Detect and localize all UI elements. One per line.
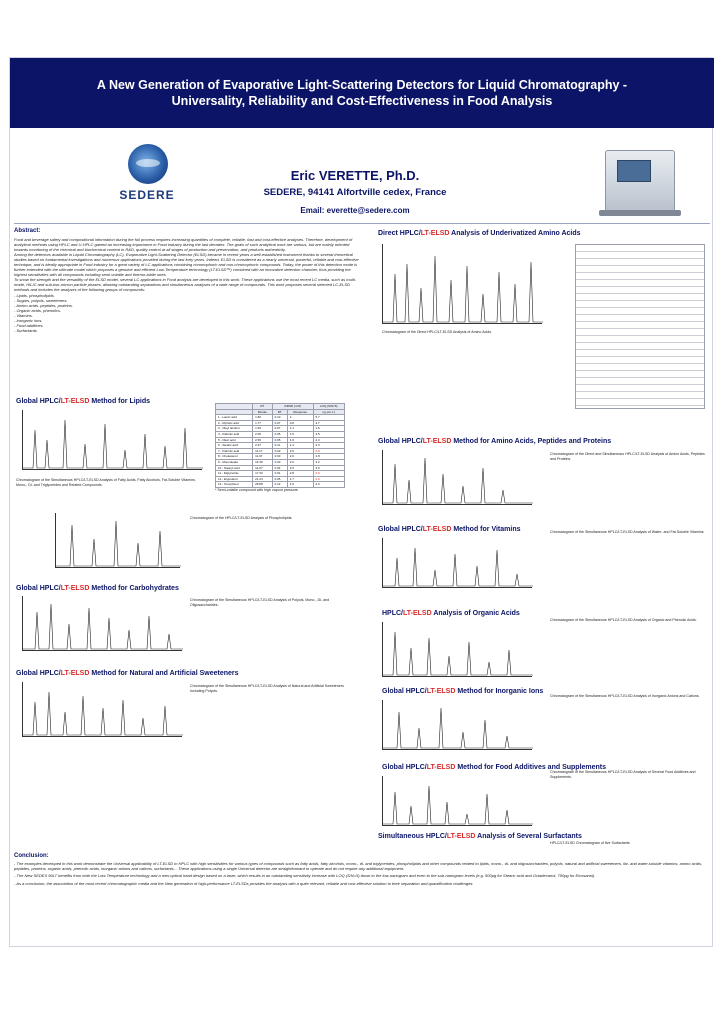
caption-organic-acids: Chromatogram of the Simultaneous HPLC/LT-ELSD Analysis of Organic and Phenolic Acids. xyxy=(550,618,697,622)
caption-food-additives: Chromatogram of the Simultaneous HPLC/LT-ELSD Analysis of Several Food Additives and Supplements. xyxy=(550,770,696,779)
table-cell: 2 xyxy=(287,415,313,421)
section-title-vitamins: Global HPLC/LT-ELSD Method for Vitamins xyxy=(378,526,521,533)
caption-sweeteners: Chromatogram of the Simultaneous HPLC/LT-ELSD Analysis of Natural and Artificial Sweeteners Including Polyols. xyxy=(190,684,344,693)
conclusion-para3: - As a conclusion, the association of the most recent chromatographic media and the New generation of high-performance LT-ELSDs provides the analysts with a quite relevant, reliable and cost-effective solution to their separation and quantification challenges. xyxy=(14,880,474,886)
table-cell: 2.0 xyxy=(287,459,313,465)
table-header: %RSD (n=6) xyxy=(272,404,313,410)
list-item: - Organic acids, phenolics. xyxy=(14,308,62,313)
chromatogram-lipids xyxy=(22,410,202,470)
table-cell: 3.2 xyxy=(313,459,345,465)
table-header: RT xyxy=(253,404,273,410)
table-cell: 2.3 xyxy=(313,443,345,449)
list-item: - Sugars, polyols, sweeteners. xyxy=(14,298,68,303)
table-cell: 1.93 xyxy=(253,426,273,432)
table-header: Response xyxy=(287,409,313,415)
logo-wordmark: SEDERE xyxy=(119,188,175,202)
table-cell: 2.5 xyxy=(287,465,313,471)
author-block xyxy=(190,168,520,215)
caption-surfactants: HPLC/LT-ELSD Chromatogram of five Surfactants xyxy=(550,841,630,845)
section-title-food-additives: Global HPLC/LT-ELSD Method for Food Additives and Supplements xyxy=(382,764,607,771)
abstract-section xyxy=(14,228,364,333)
chromatogram-sweeteners xyxy=(22,682,182,737)
chromatogram-trace xyxy=(383,450,533,505)
table-cell: 2.3 xyxy=(313,437,345,443)
list-item: - Surfactants. xyxy=(14,328,38,333)
title-banner xyxy=(10,58,714,128)
conclusion-para2: - The New SEDEX 90LT benefits from both the Low-Temperature technology and a new optical head design based on a laser, which results in an outstanding sensitivity increase with LOQ (S/N=5) down to the low-nanogram and even to the sub-nanogram levels (e.g. 500pg for Stearic acid and Octadecanol, 700pg for Eicosanol). xyxy=(14,873,596,879)
chromatogram-amino-acids-peptides xyxy=(382,450,532,505)
section-title-sweeteners: Global HPLC/LT-ELSD Method for Natural and Artificial Sweeteners xyxy=(16,670,239,677)
table-cell: 5.7 xyxy=(313,415,345,421)
compound-group-list xyxy=(14,293,364,333)
table-cell: 0.8 xyxy=(287,420,313,426)
poster-title-line2: Universality, Reliability and Cost-Effectiveness in Food Analysis xyxy=(171,94,553,108)
chromatogram-trace xyxy=(23,596,183,651)
lipids-results-table xyxy=(215,403,345,488)
table-footnote: * Semi-volatile compound with high vapour pressure xyxy=(215,488,298,492)
conclusion-para1: - The examples developed in this work demonstrate the Universal applicability of LT-ELSD in HPLC with high sensitivities for various types of compounds such as fatty acids, fatty alcohols, mono-, di- and triglycerides, phospholipids and other compounds related to lipids, mono-, di- and oligosaccharides, polyols, natural and artificial sweeteners, fat- and water-soluble vitamins, amino acids, peptides, proteins, organic acids, phenolic acids, inorganic anions and cations, surfactants... These applications using a single Universal detector are straightforward to operate and do not require any additional equipment. xyxy=(14,861,703,872)
abstract-para1: Food and beverage safety and compositional information during the full process requires increasing quantities of complete, reliable, fast and cost-effective analyses. Therefore, development of analytical methods using HPLC and U-HPLC gained an increasing importance in Food industry during the last decades. The goals of such analytical work are various, but are mainly oriented towards monitoring of the chemical and biochemical content in R&D, quality control at all stages of production and preservation, and products authenticity. xyxy=(14,237,353,252)
table-header: ng (on c.) xyxy=(313,409,345,415)
table-cell: 2.8 xyxy=(287,471,313,477)
caption-vitamins: Chromatogram of the Simultaneous HPLC/LT-ELSD Analysis of Water- and Fat-Soluble Vitamins. xyxy=(550,530,705,534)
list-item: - Inorganic ions. xyxy=(14,318,43,323)
caption-underivatized-amino-acids: Chromatogram of the Direct HPLC/LT-ELSD Analysis of Amino Acids. xyxy=(382,330,492,334)
instrument-base xyxy=(599,210,681,216)
chromatogram-trace xyxy=(23,410,203,470)
abstract-heading: Abstract: xyxy=(14,228,41,234)
table-cell: 0.01 xyxy=(272,471,287,477)
list-item: - Amino acids, peptides, proteins. xyxy=(14,303,73,308)
author-name: Eric VERETTE, Ph.D. xyxy=(290,168,420,183)
table-cell: 0.03 xyxy=(272,448,287,454)
chromatogram-trace xyxy=(383,622,533,677)
abstract-para3: To show the strength and the versatility of the ELSD model, several LC applications in Food analysis are developed in this work. These applications use the most recent LC media, such as multi-mode, HILIC and sub-two-micron particle phases, allowing outstanding separations and simultaneous analyses of a wide range of compounds. This work proposes several selected LC-ELSD methods and includes the analyses of the following groups of compounds: xyxy=(14,277,357,292)
table-cell: 2.3 xyxy=(313,482,345,488)
table-cell: 1.82 xyxy=(253,415,273,421)
table-cell: 0.07 xyxy=(272,426,287,432)
table-cell: 28.88 xyxy=(253,482,273,488)
table-cell: 14.07 xyxy=(253,465,273,471)
chromatogram-trace xyxy=(383,244,543,324)
conclusion-heading: Conclusion: xyxy=(14,853,49,859)
table-cell: 0.05 xyxy=(272,476,287,482)
table-cell: 0.05 xyxy=(272,437,287,443)
chromatogram-trace xyxy=(383,776,533,826)
table-cell: 12 - Ergosterol xyxy=(216,476,253,482)
section-title-surfactants: Simultaneous HPLC/LT-ELSD Analysis of Several Surfactants xyxy=(378,833,582,840)
section-title-organic-acids: HPLC/LT-ELSD Analysis of Organic Acids xyxy=(382,610,520,617)
table-cell: 2.8 xyxy=(313,454,345,460)
table-cell: 3.5 xyxy=(313,431,345,437)
caption-phospholipids: Chromatogram of the HPLC/LT-ELSD Analysis of Phospholipids. xyxy=(190,516,293,520)
table-cell: 0.9 xyxy=(313,476,345,482)
table-cell: 4 - Palmitic acid xyxy=(216,431,253,437)
table-cell: 0.9 xyxy=(313,448,345,454)
table-cell: 3.5 xyxy=(313,465,345,471)
table-cell: 0.11 xyxy=(272,443,287,449)
table-cell: 6 - Stearic acid xyxy=(216,443,253,449)
header-divider xyxy=(14,223,710,224)
chromatogram-inorganic-ions xyxy=(382,700,532,750)
table-cell: 3.7 xyxy=(313,420,345,426)
table-cell: 10 - Stearyl acid xyxy=(216,465,253,471)
section-title-amino-acids-peptides: Global HPLC/LT-ELSD Method for Amino Acids, Peptides and Proteins xyxy=(378,438,612,445)
amino-acids-results-table xyxy=(575,244,705,409)
table-header: Minute xyxy=(253,409,273,415)
table-cell: 1.7 xyxy=(287,476,313,482)
table-cell: 0.04 xyxy=(272,465,287,471)
caption-carbohydrates: Chromatogram of the Simultaneous HPLC/LT-ELSD Analysis of Polyols, Mono-, Di- and Oligosaccharides. xyxy=(190,598,330,607)
chromatogram-vitamins xyxy=(382,538,532,588)
sedere-logo xyxy=(116,144,178,204)
chromatogram-trace xyxy=(23,682,183,737)
table-cell: 0.03 xyxy=(272,454,287,460)
chromatogram-phospholipids xyxy=(55,513,180,568)
table-cell: 2.37 xyxy=(253,443,273,449)
table-cell: 0.12 xyxy=(272,482,287,488)
table-cell: 1.77 xyxy=(253,420,273,426)
list-item: - Vitamins. xyxy=(14,313,33,318)
table-cell: 17.33 xyxy=(253,471,273,477)
table-cell: 0.05 xyxy=(272,431,287,437)
instrument-display xyxy=(617,160,651,182)
table-cell: 9 - Monooleate xyxy=(216,459,253,465)
table-cell: 2.56 xyxy=(253,437,273,443)
caption-inorganic-ions: Chromatogram of the Simultaneous HPLC/LT-ELSD Analysis of Inorganic Anions and Cations. xyxy=(550,694,700,698)
conclusion-section xyxy=(14,853,710,886)
caption-lipids: Chromatogram of the Simultaneous HPLC/LT-ELSD Analysis of Fatty Acids, Fatty Alcohols, Fat-Soluble Vitamins, Mono-, Di- and Triglycerides and Related Compounds. xyxy=(16,478,196,487)
table-cell: 8 - Cholesterol xyxy=(216,454,253,460)
poster xyxy=(9,57,713,947)
table-cell: 2.0 xyxy=(287,454,313,460)
author-email: Email: everette@sedere.com xyxy=(300,206,410,215)
table-cell: 1.4 xyxy=(287,443,313,449)
table-cell: 11.97 xyxy=(253,454,273,460)
table-cell: 1.1 xyxy=(287,426,313,432)
detector-instrument-image xyxy=(595,142,685,218)
table-row xyxy=(216,482,345,488)
section-title-underivatized-amino-acids: Direct HPLC/LT-ELSD Analysis of Underivatized Amino Acids xyxy=(378,230,581,237)
table-cell: 2.6 xyxy=(287,448,313,454)
table-cell: 12.39 xyxy=(253,459,273,465)
table-cell: 5 - Oleic acid xyxy=(216,437,253,443)
section-title-lipids: Global HPLC/LT-ELSD Method for Lipids xyxy=(16,398,151,405)
caption-amino-acids-peptides: Chromatogram of the Direct and Simultaneous HPLC/LT-ELSD Analysis of Amino Acids, Peptides and Proteins. xyxy=(550,452,705,461)
section-title-inorganic-ions: Global HPLC/LT-ELSD Method for Inorganic Ions xyxy=(382,688,544,695)
table-cell: 0.07 xyxy=(272,420,287,426)
chromatogram-carbohydrates xyxy=(22,596,182,651)
table-cell: 1.6 xyxy=(313,426,345,432)
table-cell: 0.10 xyxy=(272,415,287,421)
table-cell: 1.9 xyxy=(287,482,313,488)
table-cell: 0.9 xyxy=(313,471,345,477)
table-header: LOQ (S/N=5) xyxy=(313,404,345,410)
author-affiliation: SEDERE, 94141 Alfortville cedex, France xyxy=(263,187,447,198)
chromatogram-food-additives xyxy=(382,776,532,826)
poster-title-line1: A New Generation of Evaporative Light-Scattering Detectors for Liquid Chromatography - xyxy=(96,78,628,92)
table-cell: 7 - Palmitic acid xyxy=(216,448,253,454)
table-cell: 0.03 xyxy=(272,459,287,465)
list-item: - Lipids, phospholipids. xyxy=(14,293,55,298)
table-cell: 1.9 xyxy=(287,437,313,443)
table-cell: 21.24 xyxy=(253,476,273,482)
table-cell: 3 - Oleyl alcohol xyxy=(216,426,253,432)
chromatogram-organic-acids xyxy=(382,622,532,677)
abstract-para2: Among the detectors available in Liquid Chromatography (LC), Evaporative Light-Scattering Detector (ELSD) became in recent years a well-established instrument thanks to several theoretical studies based on fundamental investigations and numerous applications provided during the last forty years. Indeed, ELSD is considered as a nearly universal, powerful, reliable and cost-effective technique, and is ideally appropriate in Food industry for a great variety of LC applications combining chromophoric and non-chromophoric compounds. Today, the power of this detection mode is further extended with the ultimate model which proposes a genuine and efficient Low-Temperature technology (LT-ELSD™) combined with an innovative detection chamber, thus providing the highest sensitivities with all compounds including semi-volatile and thermo-labile ones. xyxy=(14,252,359,277)
table-cell: 2 - Myristic acid xyxy=(216,420,253,426)
table-cell: 11.17 xyxy=(253,448,273,454)
logo-mark-icon xyxy=(128,144,168,184)
section-title-carbohydrates: Global HPLC/LT-ELSD Method for Carbohydrates xyxy=(16,585,179,592)
table-cell: 13 - Tocopherol xyxy=(216,482,253,488)
chromatogram-trace xyxy=(383,700,533,750)
chromatogram-trace xyxy=(383,538,533,588)
table-cell: 2.06 xyxy=(253,431,273,437)
table-cell: 11 - Diglyceride xyxy=(216,471,253,477)
table-header: RT xyxy=(272,409,287,415)
list-item: - Food additives. xyxy=(14,323,44,328)
table-cell: 1.5 xyxy=(287,431,313,437)
chromatogram-trace xyxy=(56,513,181,568)
table-cell: 1 - Lauric acid xyxy=(216,415,253,421)
chromatogram-underivatized-amino-acids xyxy=(382,244,542,324)
